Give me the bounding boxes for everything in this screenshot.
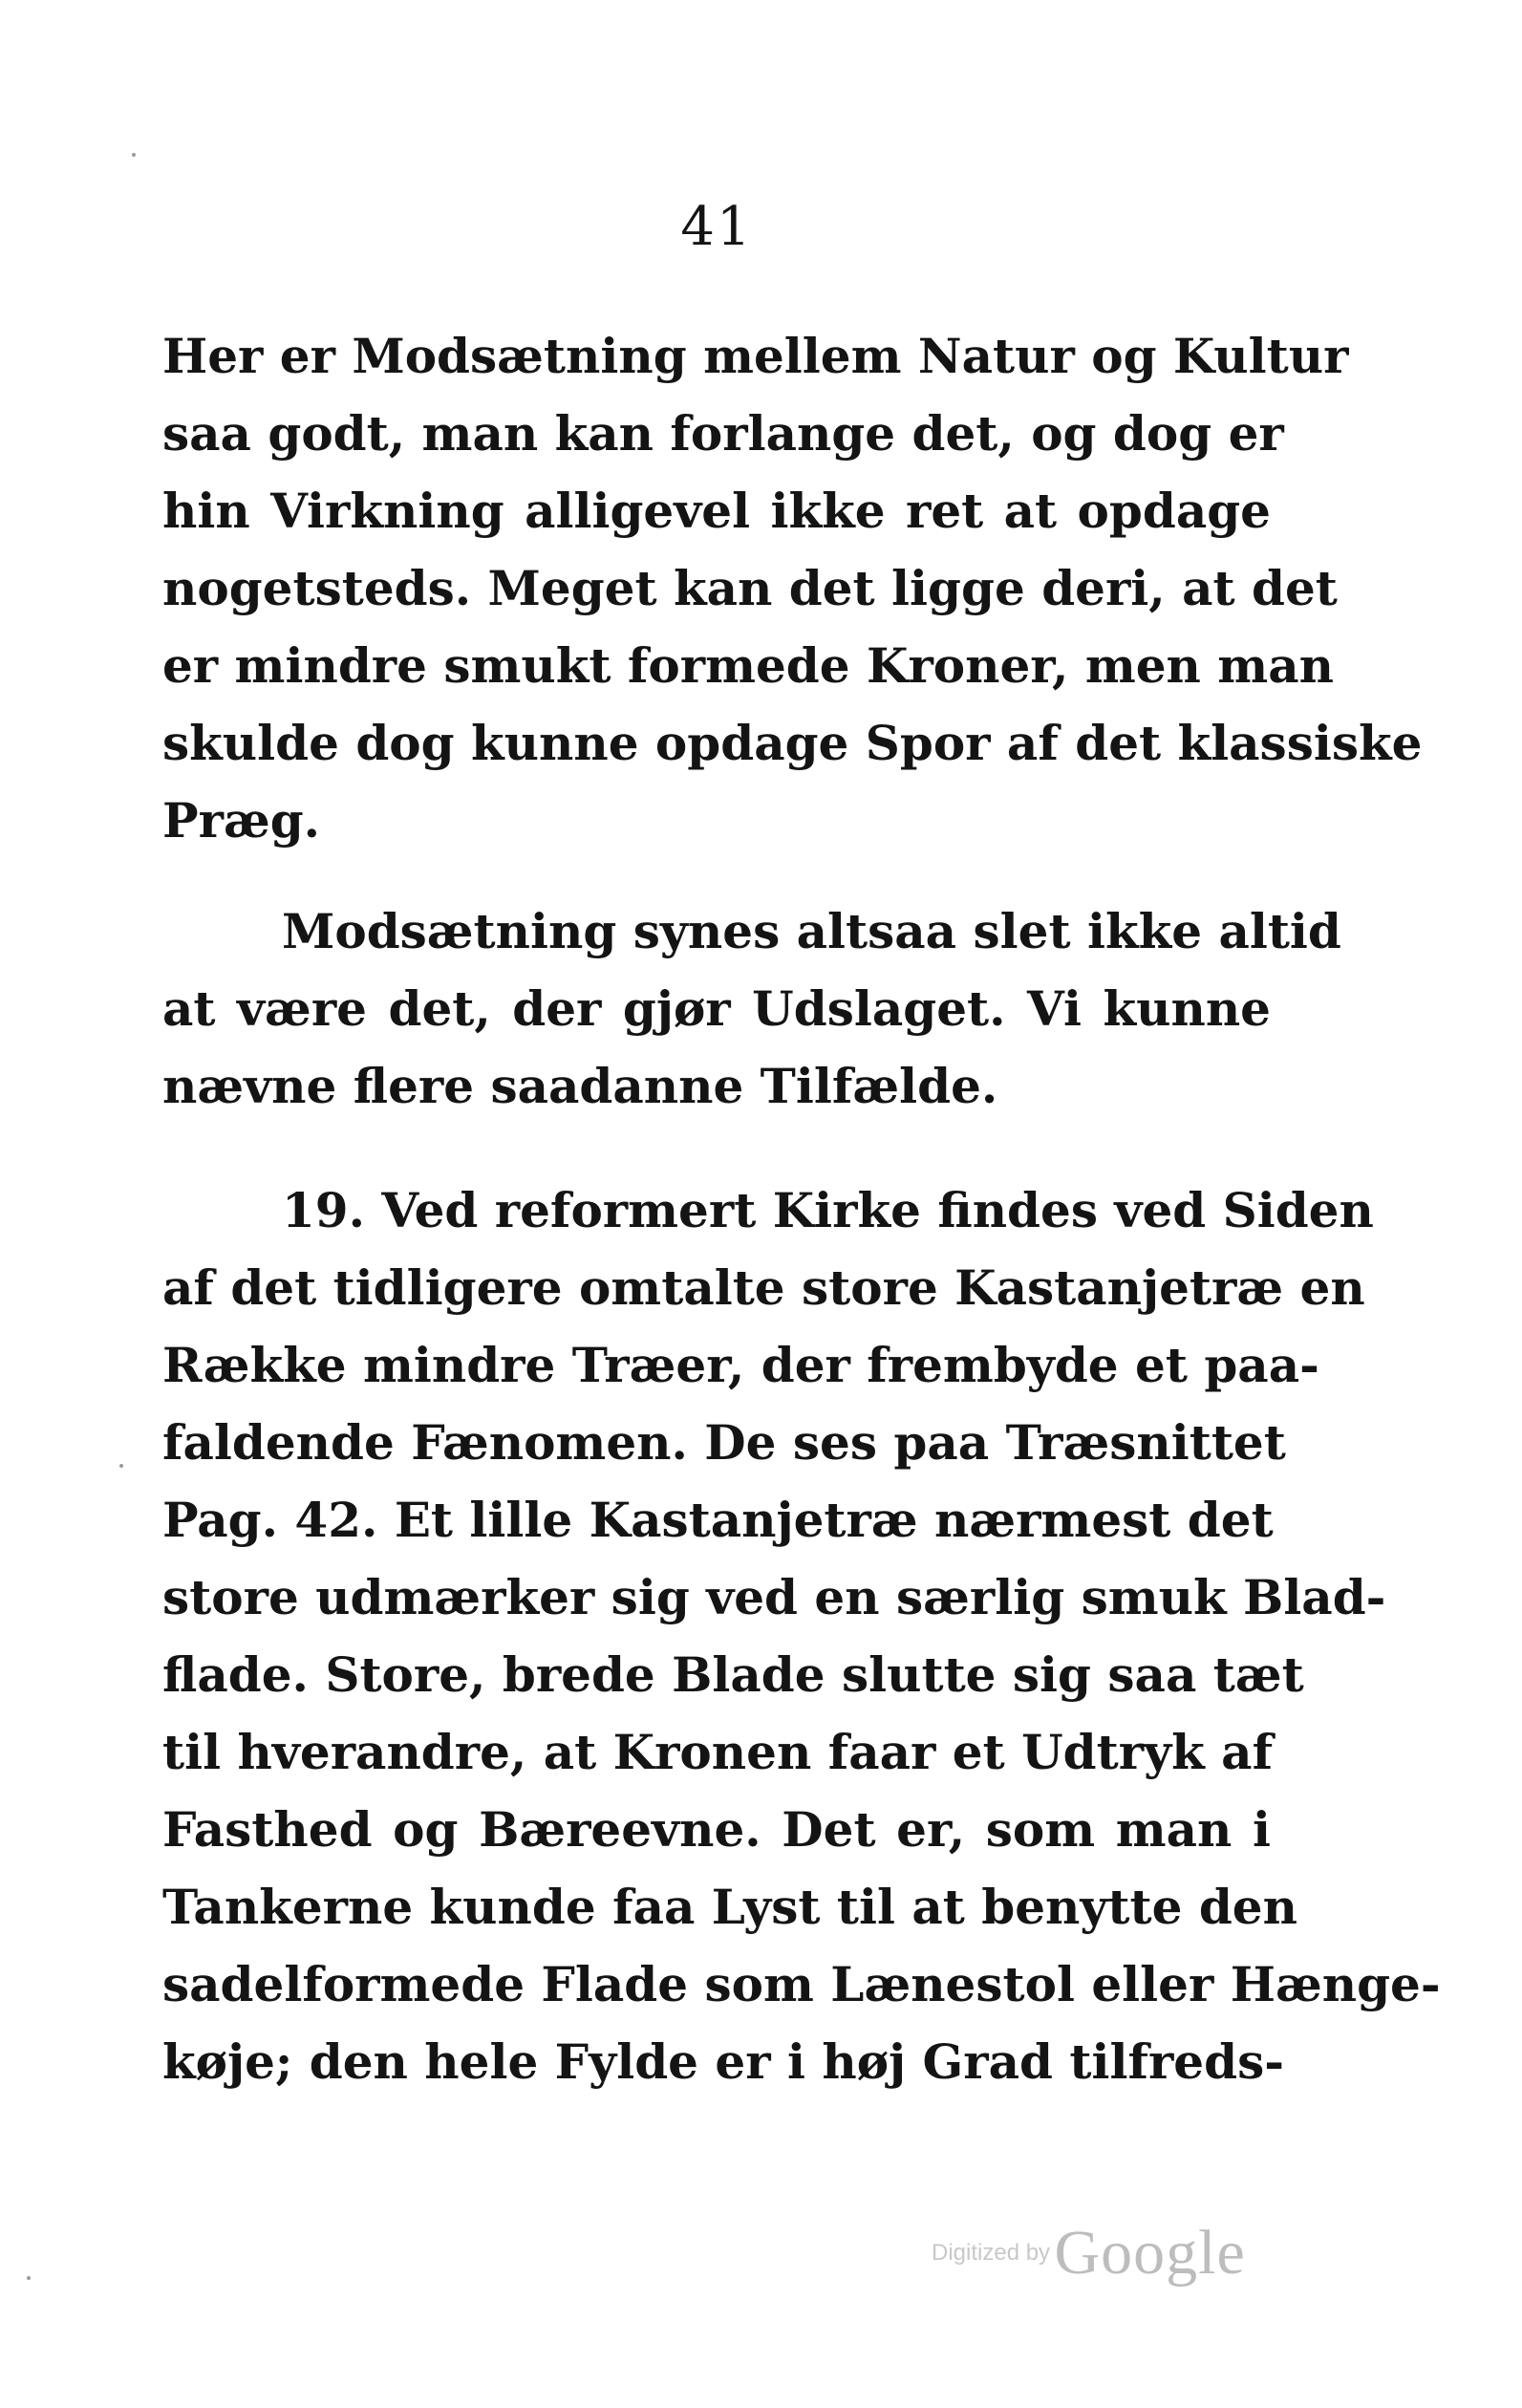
text-line: Pag. 42. Et lille Kastanjetræ nærmest det [162,1492,1274,1548]
text-line: faldende Fænomen. De ses paa Træsnittet [162,1414,1286,1471]
text-line: Præg. [162,792,321,849]
text-line: Række mindre Træer, der frembyde et paa- [162,1337,1319,1393]
text-line: sadelformede Flade som Lænestol eller Hænge- [162,1956,1441,2012]
scan-speck [119,1464,123,1468]
scan-speck [27,2276,31,2280]
text-line: at være det, der gjør Udslaget. Vi kunne [162,980,1271,1037]
scan-speck [132,153,136,157]
google-logo: Google [1054,2218,1246,2288]
text-line: skulde dog kunne opdage Spor af det klassiske [162,715,1423,771]
text-line: Tankerne kunde faa Lyst til at benytte den [162,1879,1297,1935]
text-line: køje; den hele Fylde er i høj Grad tilfreds- [162,2033,1284,2090]
text-line: 19. Ved reformert Kirke findes ved Siden [282,1182,1374,1238]
paragraph-1 [162,317,1423,859]
text-line: nævne flere saadanne Tilfælde. [162,1058,998,1114]
text-line: saa godt, man kan forlange det, og dog er [162,405,1284,462]
text-line: til hverandre, at Kronen faar et Udtryk af [162,1724,1274,1780]
text-line: Fasthed og Bæreevne. Det er, som man i [162,1801,1271,1858]
text-line: Modsætning synes altsaa slet ikke altid [282,903,1341,959]
text-line: flade. Store, brede Blade slutte sig saa tæt [162,1646,1304,1703]
paragraph-3 [162,1172,1441,2100]
paragraph-2 [162,892,1341,1125]
watermark-prefix: Digitized by [932,2240,1051,2266]
text-line: hin Virkning alligevel ikke ret at opdage [162,483,1271,539]
text-line: er mindre smukt formede Kroner, men man [162,637,1334,694]
text-line: Her er Modsætning mellem Natur og Kultur [162,328,1349,384]
text-line: af det tidligere omtalte store Kastanjetræ en [162,1259,1365,1316]
digitized-watermark [932,2217,1246,2290]
text-line: nogetsteds. Meget kan det ligge deri, at det [162,560,1338,616]
text-line: store udmærker sig ved en særlig smuk Blad- [162,1569,1386,1625]
page-number: 41 [680,196,753,258]
